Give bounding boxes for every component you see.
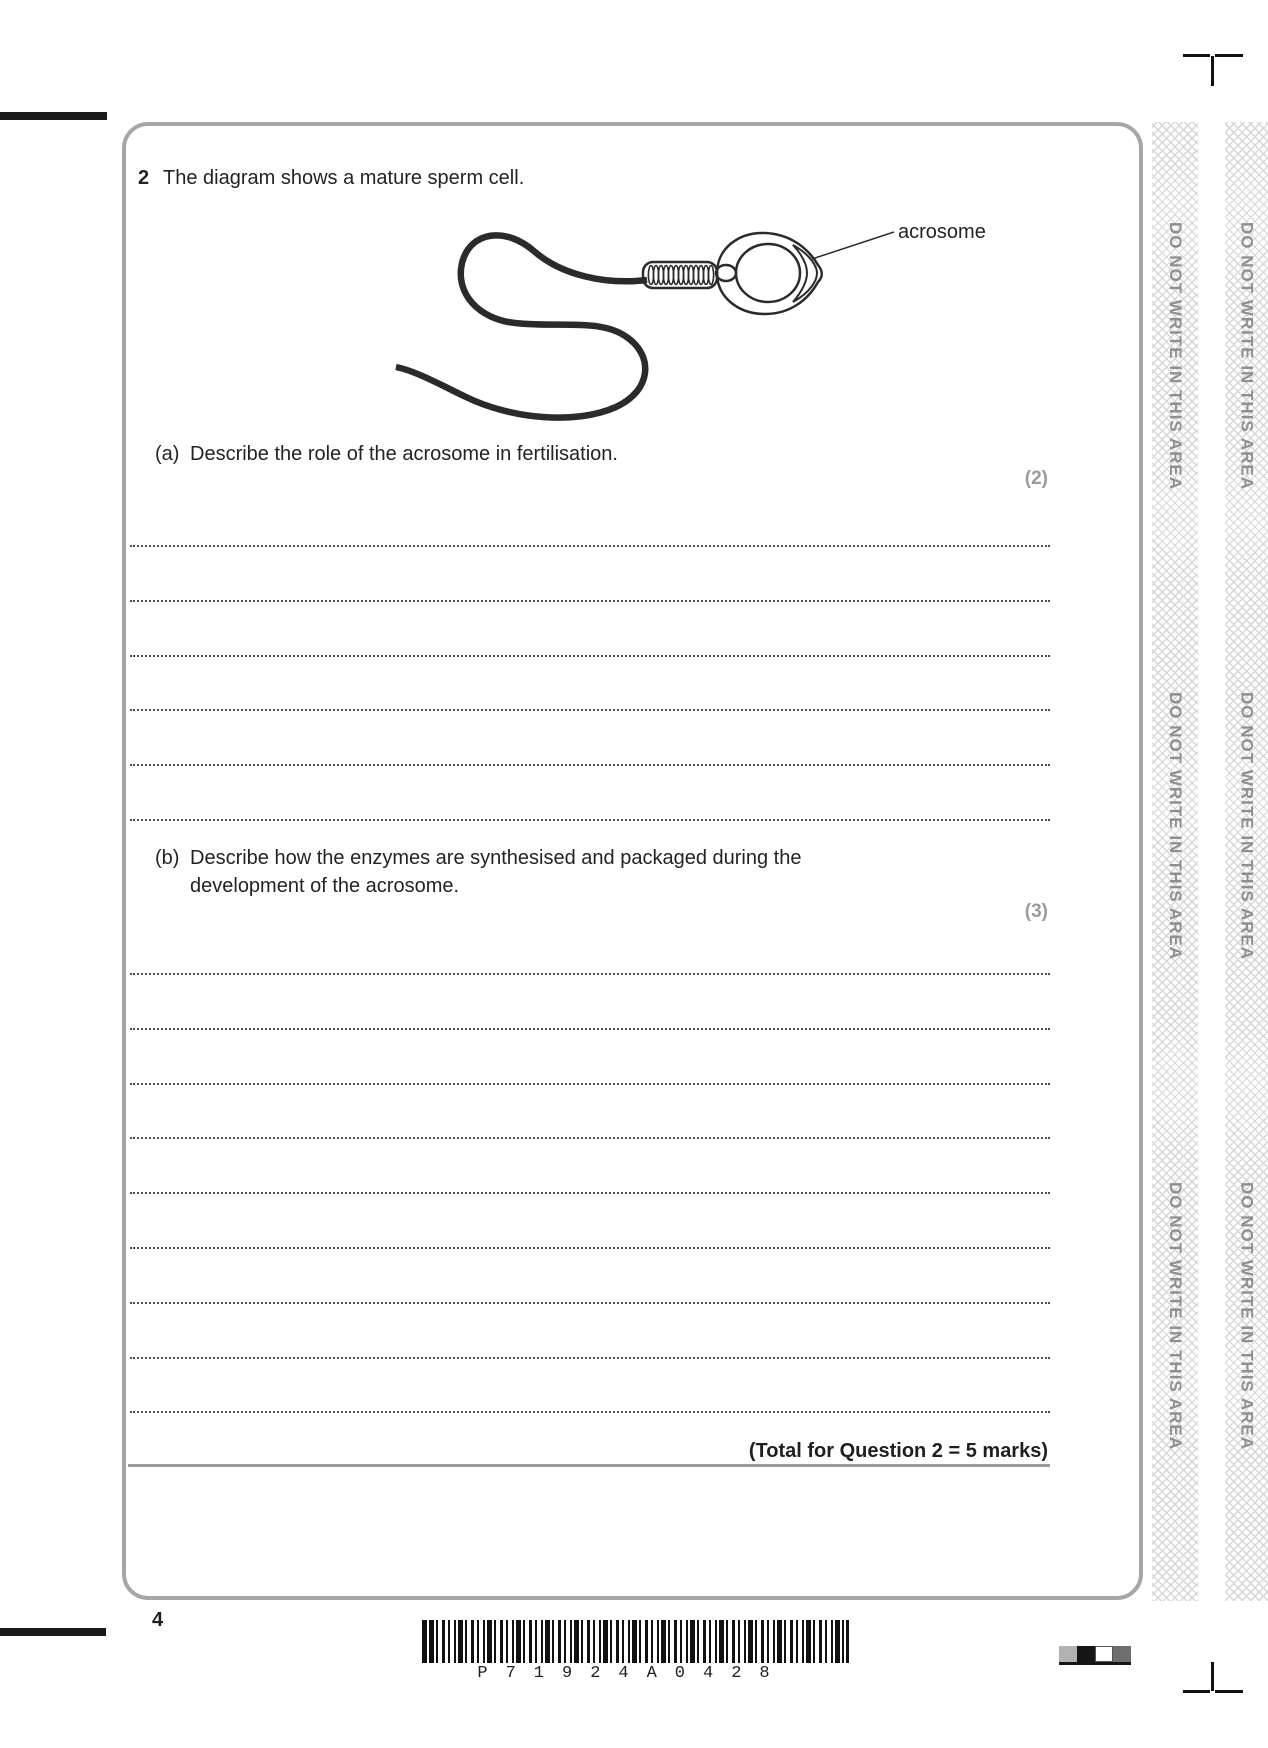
registration-line [1211,56,1214,86]
do-not-write-warning: DO NOT WRITE IN THIS AREA [1166,222,1185,491]
part-b-marks: (3) [1024,901,1048,922]
acrosome-cap [793,245,817,302]
crop-bar-top-left [0,112,107,120]
answer-line [130,1028,1050,1030]
answer-line [130,709,1050,711]
answer-line [130,1192,1050,1194]
part-a-marks: (2) [1024,468,1048,489]
answer-line [130,1411,1050,1413]
do-not-write-warning: DO NOT WRITE IN THIS AREA [1237,692,1257,961]
sperm-nucleus [736,244,800,302]
do-not-write-strip-right [1225,122,1268,1601]
question-end-rule [128,1464,1050,1467]
registration-mark-bottom [1183,1660,1245,1694]
page-number: 4 [152,1609,164,1631]
part-a-prompt: Describe the role of the acrosome in fertilisation. [190,443,618,465]
answer-line [130,1083,1050,1085]
calibration-square [1113,1646,1131,1662]
diagram-label-acrosome: acrosome [898,221,986,243]
answer-line [130,973,1050,975]
answer-line [130,1357,1050,1359]
question-total-marks: (Total for Question 2 = 5 marks) [748,1440,1048,1462]
answer-line [130,655,1050,657]
answer-line [130,545,1050,547]
part-b-label: (b) [155,847,180,869]
answer-line [130,764,1050,766]
calibration-squares [1059,1646,1131,1665]
calibration-square [1095,1646,1113,1662]
sperm-neck [716,265,736,281]
question-number: 2 [138,167,150,189]
registration-line [1215,1690,1243,1693]
part-b-prompt-line1: Describe how the enzymes are synthesised and packaged during the [190,847,802,869]
registration-line [1183,54,1210,57]
do-not-write-warning: DO NOT WRITE IN THIS AREA [1166,692,1185,961]
do-not-write-warning: DO NOT WRITE IN THIS AREA [1237,222,1257,491]
crop-bar-bottom-left [0,1628,106,1636]
part-a-label: (a) [155,443,180,465]
answer-line [130,819,1050,821]
label-pointer-line [812,232,894,259]
registration-line [1183,1690,1210,1693]
part-b-prompt-line2: development of the acrosome. [190,875,460,897]
do-not-write-warning: DO NOT WRITE IN THIS AREA [1166,1182,1185,1451]
barcode-text: P71924A0428 [477,1664,788,1683]
registration-mark-top [1183,54,1245,88]
do-not-write-warning: DO NOT WRITE IN THIS AREA [1237,1182,1257,1451]
do-not-write-strip-left [1152,122,1198,1601]
calibration-square [1059,1646,1077,1662]
answer-line [130,1137,1050,1139]
answer-line [130,1247,1050,1249]
registration-line [1215,54,1243,57]
sperm-tail [396,235,647,417]
registration-line [1211,1662,1214,1691]
calibration-square [1077,1646,1095,1662]
answer-line [130,600,1050,602]
barcode [422,1620,849,1663]
mitochondrial-coil [648,266,713,285]
sperm-cell-diagram [370,185,930,430]
question-intro-text: The diagram shows a mature sperm cell. [163,167,525,189]
answer-line [130,1302,1050,1304]
